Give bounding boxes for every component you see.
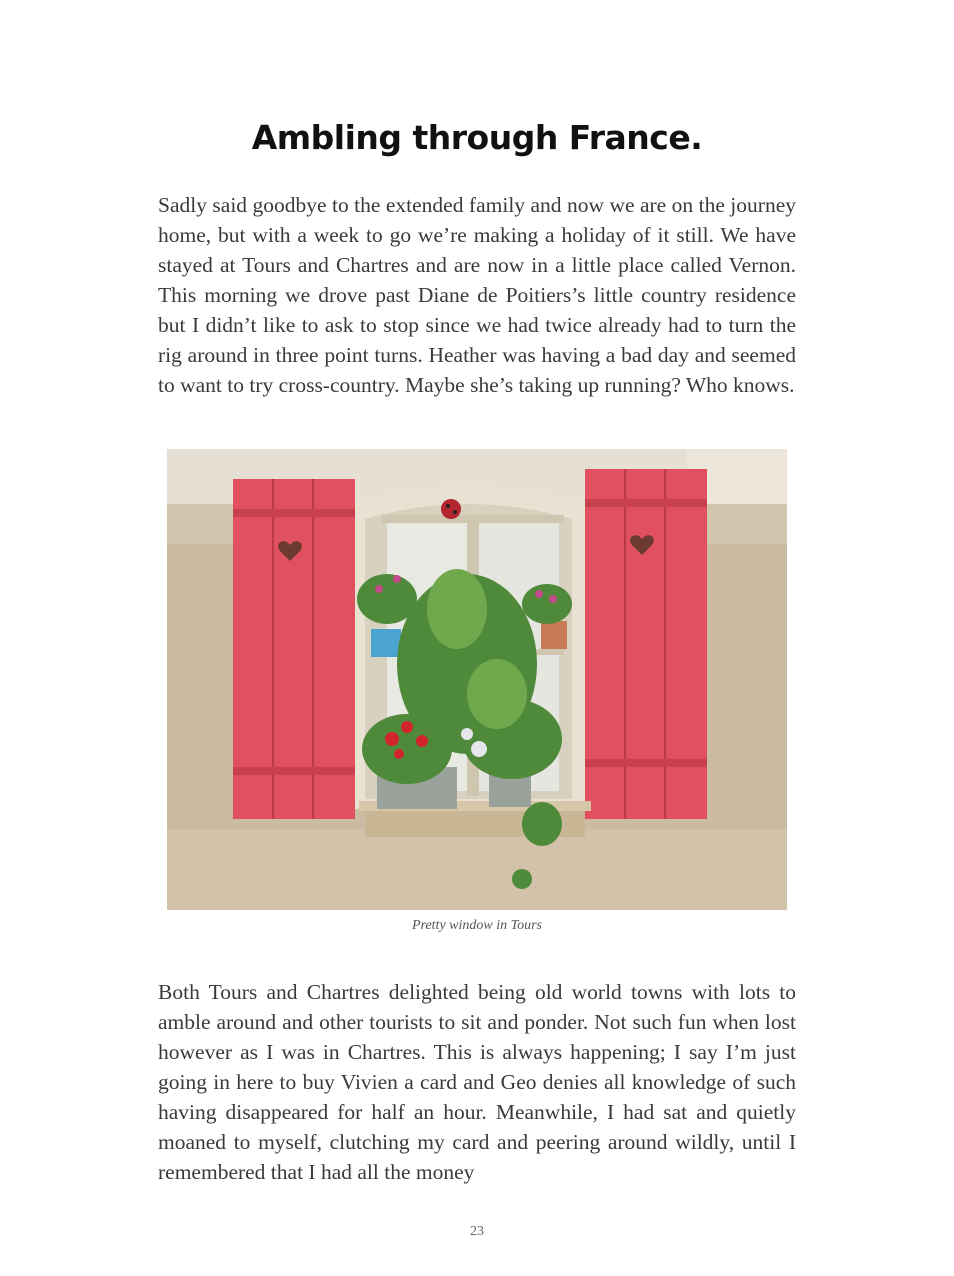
left-shutter — [233, 479, 355, 819]
page-number: 23 — [470, 1224, 484, 1239]
body-paragraph-1: Sadly said goodbye to the extended family and now we are on the journey home, but with a week to go we’re making a holiday of it still. We have stayed at Tours and Chartres and are now in a little place called Vernon. This morning we drove past Diane de Poitiers’s little country residence but I didn’t like to ask to stop since we had twice already had to turn the rig around in three point turns. Heather was having a bad day and seemed to want to try cross-country. Maybe she’s taking up running? Who knows. — [158, 193, 796, 397]
window-photo — [167, 449, 787, 910]
right-shutter — [585, 469, 707, 819]
body-paragraph-2: Both Tours and Chartres delighted being old world towns with lots to amble around and other tourists to sit and ponder. Not such fun when lost however as I was in Chartres. This is always happening; I say I’m just going in here to buy Vivien a card and Geo denies all knowledge of such having disappeared for half an hour. Meanwhile, I had sat and quietly moaned to myself, clutching my card and peering around wildly, until I remembered that I had all the money — [158, 980, 796, 1184]
figure-caption: Pretty window in Tours — [411, 918, 543, 933]
page-title: Ambling through France. — [251, 118, 703, 157]
